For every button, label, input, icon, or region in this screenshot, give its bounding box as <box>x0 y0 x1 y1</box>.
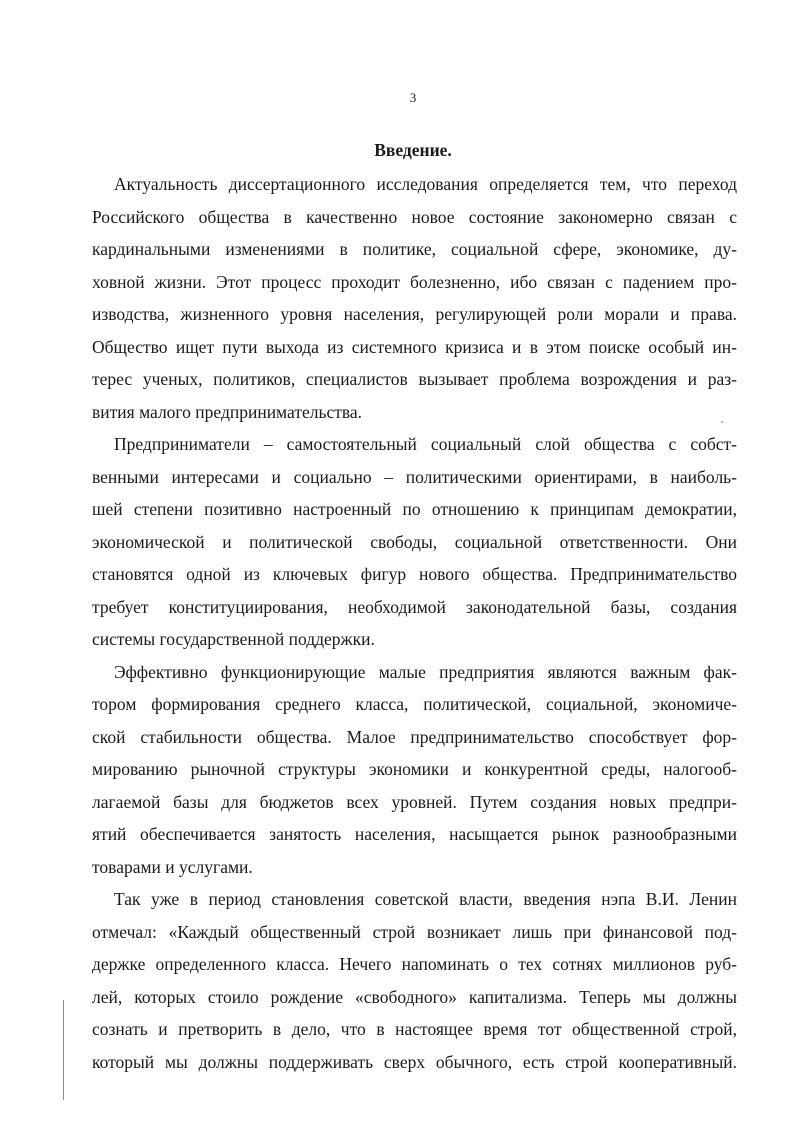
text-line: мированию рыночной структуры экономики и конкурентной среды, налогооб- <box>92 759 737 779</box>
text-line: отмечал: «Каждый общественный строй возникает лишь при финансовой под- <box>92 921 737 942</box>
paragraph-1 <box>92 168 737 428</box>
text-line: Актуальность диссертационного исследования определяется тем, что переход <box>114 174 737 194</box>
scan-margin-mark <box>63 1000 64 1100</box>
text-line: который мы должны поддерживать сверх обычного, есть строй кооперативный. <box>92 1051 737 1072</box>
text-line: шей степени позитивно настроенный по отношению к принципам демократии, <box>92 499 737 519</box>
text-line: лагаемой базы для бюджетов всех уровней. Путем создания новых предпри- <box>92 791 737 812</box>
text-line: требует конституциирования, необходимой законодательной базы, создания <box>92 596 737 617</box>
paragraph-3 <box>92 656 737 884</box>
text-line: Предприниматели – самостоятельный социальный слой общества с собст- <box>114 434 737 454</box>
text-line: вития малого предпринимательства. <box>92 401 363 422</box>
text-line: Эффективно функционирующие малые предприятия являются важным фак- <box>114 661 737 682</box>
paragraph-2 <box>92 428 737 656</box>
text-line: терес ученых, политиков, специалистов вызывает проблема возрождения и раз- <box>92 369 737 389</box>
text-line: товарами и услугами. <box>92 856 253 877</box>
text-line: ховной жизни. Этот процесс проходит болезненно, ибо связан с падением про- <box>92 271 737 292</box>
text-line: Российского общества в качественно новое состояние закономерно связан с <box>92 206 737 227</box>
text-line: экономической и политической свободы, социальной ответственности. Они <box>92 531 737 552</box>
text-line: системы государственной поддержки. <box>92 629 375 649</box>
scan-speck <box>721 421 723 423</box>
text-line: ятий обеспечивается занятость населения, насыщается рынок разнообразными <box>92 824 737 844</box>
body-text <box>92 168 737 1078</box>
text-line: держке определенного класса. Нечего напоминать о тех сотнях миллионов руб- <box>92 954 737 974</box>
section-heading: Введение. <box>374 140 452 160</box>
text-line: ской стабильности общества. Малое предпринимательство способствует фор- <box>92 726 737 747</box>
text-line: тором формирования среднего класса, политической, социальной, экономиче- <box>92 694 737 714</box>
text-line: сознать и претворить в дело, что в настоящее время тот общественной строй, <box>92 1019 737 1039</box>
paragraph-4 <box>92 883 737 1078</box>
text-line: становятся одной из ключевых фигур нового общества. Предпринимательство <box>92 564 737 584</box>
text-line: Общество ищет пути выхода из системного кризиса и в этом поиске особый ин- <box>92 336 737 357</box>
text-line: Так уже в период становления советской власти, введения нэпа В.И. Ленин <box>114 889 737 909</box>
text-line: изводства, жизненного уровня населения, регулирующей роли морали и права. <box>92 304 737 324</box>
page-number: 3 <box>409 90 417 105</box>
text-line: кардинальными изменениями в политике, социальной сфере, экономике, ду- <box>92 239 737 259</box>
text-line: лей, которых стоило рождение «свободного» капитализма. Теперь мы должны <box>92 986 737 1007</box>
text-line: венными интересами и социально – политическими ориентирами, в наиболь- <box>92 466 737 487</box>
